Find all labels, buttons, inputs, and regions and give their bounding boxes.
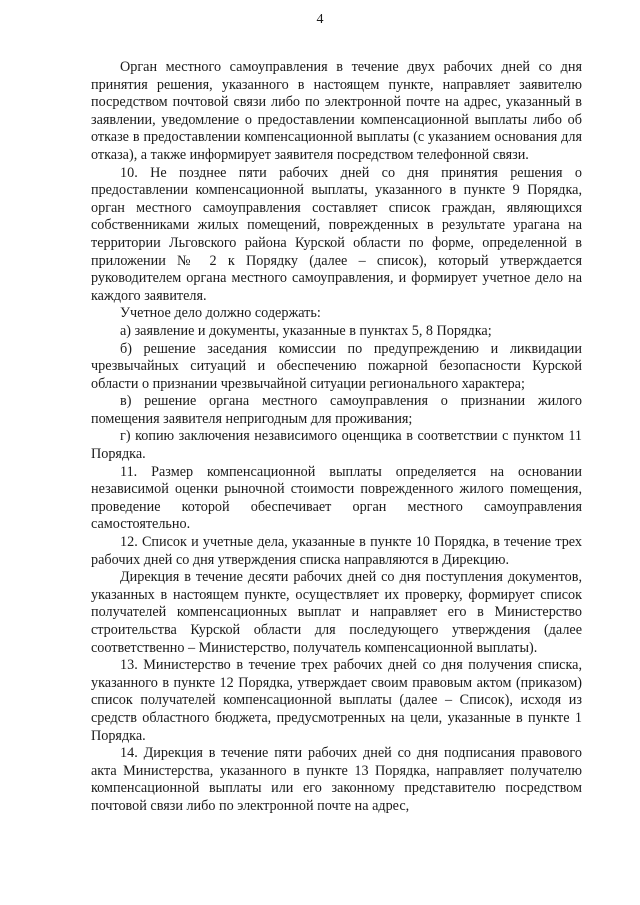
list-item-v: в) решение органа местного самоуправления о признании жилого помещения заявителя непригодным для проживания; [91, 393, 582, 427]
paragraph-record-contents: Учетное дело должно содержать: [120, 305, 321, 322]
paragraph-directorate: Дирекция в течение десяти рабочих дней со дня поступления документов, указанных в настоящем пункте, осуществляет их проверку, формирует список получателей компенсационных выплат и направляет его в Министерство строительства Курской области для последующего утверждения (далее соответственно – Министерство, получатель компенсационной выплаты). [91, 569, 582, 656]
paragraph-11: 11. Размер компенсационной выплаты определяется на основании независимой оценки рыночной стоимости поврежденного жилого помещения, проведение которой обеспечивает орган местного самоуправления самостоятельно. [91, 463, 582, 533]
list-item-b: б) решение заседания комиссии по предупреждению и ликвидации чрезвычайных ситуаций и обеспечению пожарной безопасности Курской области о признании чрезвычайной ситуации регионального характера; [91, 340, 582, 392]
paragraph-14: 14. Дирекция в течение пяти рабочих дней со дня подписания правового акта Министерства, указанного в пункте 13 Порядка, направляет получателю компенсационной выплаты или его законному представителю посредством почтовой связи либо по электронной почте на адрес, [91, 745, 582, 814]
page-number: 4 [316, 12, 324, 27]
paragraph-notification: Орган местного самоуправления в течение двух рабочих дней со дня принятия решения, указанного в настоящем пункте, направляет заявителю посредством почтовой связи либо по электронной почте на адрес, указанный в заявлении, уведомление о предоставлении компенсационной выплаты либо об отказе в предоставлении компенсационной выплаты (с указанием основания для отказа), а также информирует заявителя посредством телефонной связи. [91, 59, 582, 163]
list-item-a: а) заявление и документы, указанные в пунктах 5, 8 Порядка; [120, 322, 492, 339]
paragraph-10: 10. Не позднее пяти рабочих дней со дня принятия решения о предоставлении компенсационной выплаты, указанного в пункте 9 Порядка, орган местного самоуправления составляет список граждан, являющихся собственниками жилых помещений, поврежденных в результате урагана на территории Льговского района Курской области по форме, определенной в приложении № 2 к Порядку (далее – список), который утверждается руководителем органа местного самоуправления, и формирует учетное дело на каждого заявителя. [91, 164, 582, 304]
paragraph-12: 12. Список и учетные дела, указанные в пункте 10 Порядка, в течение трех рабочих дней со дня утверждения списка направляются в Дирекцию. [91, 534, 582, 568]
document-body [91, 59, 582, 816]
paragraph-13: 13. Министерство в течение трех рабочих дней со дня получения списка, указанного в пункте 12 Порядка, утверждает своим правовым актом (приказом) список получателей компенсационной выплаты (далее – Список), исходя из средств областного бюджета, предусмотренных на цели, указанные в пункте 1 Порядка. [91, 657, 582, 744]
list-item-g: г) копию заключения независимого оценщика в соответствии с пунктом 11 Порядка. [91, 428, 582, 463]
